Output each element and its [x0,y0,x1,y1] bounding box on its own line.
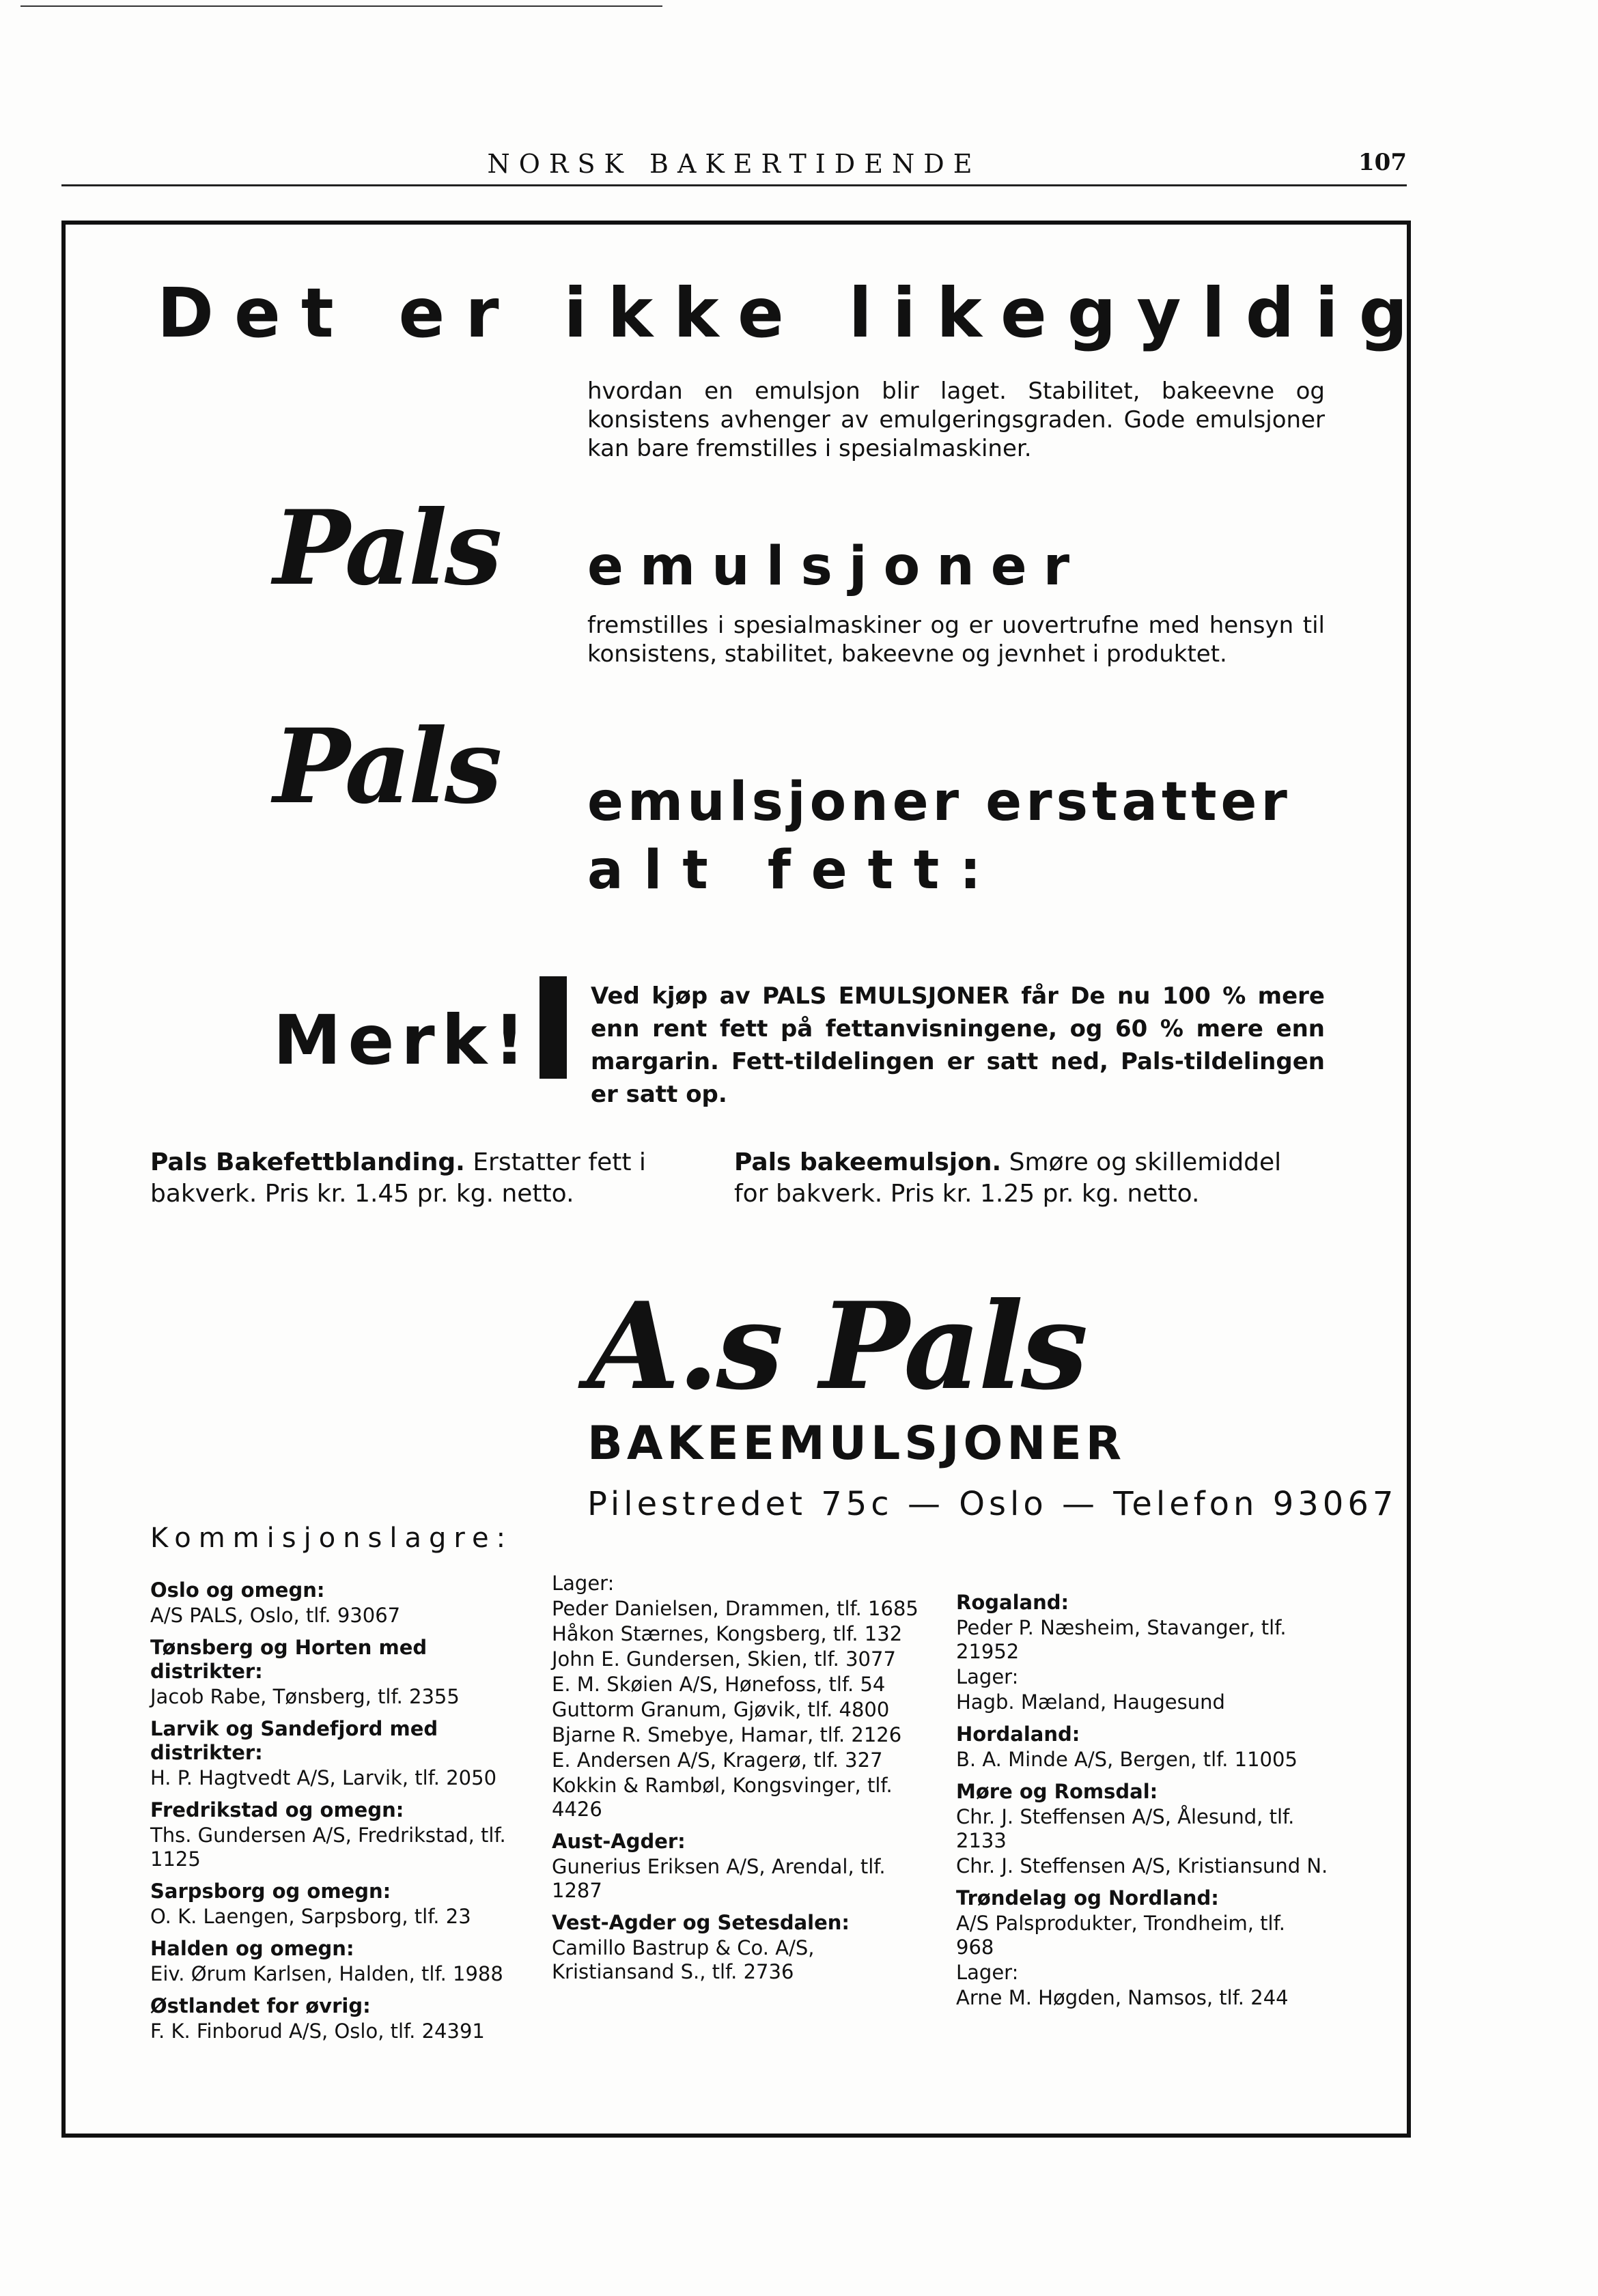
depot-entry: Lager: [956,1961,1019,1984]
depots-heading: Kommisjonslagre: [150,1522,514,1554]
pals-logo-2: Pals [273,707,500,827]
depot-entry: Camillo Bastrup & Co. A/S, Kristiansand S., tlf. 2736 [552,1936,815,1983]
pals-logo: Pals [273,488,500,608]
depot-region-heading: Vest-Agder og Setesdalen: [552,1911,850,1934]
depot-entry: Chr. J. Steffensen A/S, Kristiansund N. [956,1854,1328,1877]
depot-region-heading: Rogaland: [956,1591,1069,1614]
depot-entry: E. M. Skøien A/S, Hønefoss, tlf. 54 [552,1673,886,1696]
depot-entry: Peder Danielsen, Drammen, tlf. 1685 [552,1597,919,1620]
product-1 [150,1147,717,1210]
depot-entry: Lager: [956,1665,1019,1688]
depot-entry: Jacob Rabe, Tønsberg, tlf. 2355 [150,1685,460,1708]
product-2 [734,1147,1321,1210]
depot-region-heading: Trøndelag og Nordland: [956,1886,1219,1910]
merk-bar [539,976,567,1079]
depot-entry: Chr. J. Steffensen A/S, Ålesund, tlf. 2133 [956,1805,1295,1852]
product-desc: Smøre og skillemiddel for bakverk. Pris kr. 1.25 pr. kg. netto. [734,1148,1282,1208]
depot-entry: Kokkin & Rambøl, Kongsvinger, tlf. 4426 [552,1774,893,1821]
depot-entry: A/S PALS, Oslo, tlf. 93067 [150,1604,401,1627]
depot-entry: F. K. Finborud A/S, Oslo, tlf. 24391 [150,2019,485,2043]
intro-text: hvordan en emulsjon blir laget. Stabilitet, bakeevne og konsistens avhenger av emulgeringsgraden. Gode emulsjoner kan bare fremstilles i spesialmaskiner. [587,378,1325,462]
depot-region-heading: Oslo og omegn: [150,1578,325,1602]
section1-heading: emulsjoner [587,536,1087,597]
product-name: Pals Bakefettblanding. [150,1148,465,1176]
depot-entry: O. K. Laengen, Sarpsborg, tlf. 23 [150,1905,471,1928]
product-desc: Erstatter fett i bakverk. Pris kr. 1.45 pr. kg. netto. [150,1148,646,1208]
depot-entry: E. Andersen A/S, Kragerø, tlf. 327 [552,1748,883,1772]
product-name: Pals bakeemulsjon. [734,1148,1002,1176]
depot-entry: Ths. Gundersen A/S, Fredrikstad, tlf. 1125 [150,1824,506,1871]
depot-region-heading: Halden og omegn: [150,1937,354,1960]
depot-region-heading: Tønsberg og Horten med distrikter: [150,1636,427,1683]
depots-column-3 [956,1583,1328,2010]
depot-entry: Guttorm Granum, Gjøvik, tlf. 4800 [552,1698,890,1721]
depot-region-heading: Østlandet for øvrig: [150,1994,371,2017]
depot-entry: B. A. Minde A/S, Bergen, tlf. 11005 [956,1748,1298,1771]
depot-region-heading: Sarpsborg og omegn: [150,1880,391,1903]
company-tagline: BAKEEMULSJONER [587,1417,1126,1471]
depot-entry: Bjarne R. Smebye, Hamar, tlf. 2126 [552,1723,902,1746]
depot-entry: Arne M. Høgden, Namsos, tlf. 244 [956,1986,1289,2009]
running-head [61,143,1407,186]
depot-region-heading: Hordaland: [956,1723,1080,1746]
journal-title: NORSK BAKERTIDENDE [487,149,981,179]
depot-region-heading: Larvik og Sandefjord med distrikter: [150,1717,438,1764]
depot-region-heading: Møre og Romsdal: [956,1780,1158,1803]
depots-column-2 [552,1570,924,1984]
section1-text: fremstilles i spesialmaskiner og er uovertrufne med hensyn til konsistens, stabilitet, bakeevne og jevnhet i produktet. [587,612,1325,668]
depot-entry: John E. Gundersen, Skien, tlf. 3077 [552,1647,896,1671]
depot-entry: Eiv. Ørum Karlsen, Halden, tlf. 1988 [150,1962,503,1985]
section2-line2: alt fett: [587,840,1002,901]
company-logo: A.s Pals [587,1277,1086,1417]
page-number: 107 [1358,149,1407,176]
depot-region-heading: Fredrikstad og omegn: [150,1798,404,1822]
depot-entry: Gunerius Eriksen A/S, Arendal, tlf. 1287 [552,1855,886,1902]
ad-headline: Det er ikke likegyldig [157,273,1429,353]
depot-entry: H. P. Hagtvedt A/S, Larvik, tlf. 2050 [150,1766,497,1789]
merk-label: Merk! [273,1000,532,1080]
merk-text: Ved kjøp av PALS EMULSJONER får De nu 100 % mere enn rent fett på fettanvisningene, og 60 % mere enn margarin. Fett-tildelingen er satt ned, Pals-tildelingen er satt op. [591,982,1325,1108]
depot-region-heading: Aust-Agder: [552,1830,686,1853]
depot-entry: A/S Palsprodukter, Trondheim, tlf. 968 [956,1912,1285,1959]
depot-entry: Lager: [552,1572,615,1595]
depots-column-1 [150,1570,522,2043]
section2-line1: emulsjoner erstatter [587,771,1291,833]
depot-entry: Håkon Stærnes, Kongsberg, tlf. 132 [552,1622,903,1645]
top-edge-rule [20,5,662,7]
depot-entry: Peder P. Næsheim, Stavanger, tlf. 21952 [956,1616,1287,1663]
depot-entry: Hagb. Mæland, Haugesund [956,1690,1225,1714]
company-address: Pilestredet 75c — Oslo — Telefon 93067 [587,1485,1398,1523]
